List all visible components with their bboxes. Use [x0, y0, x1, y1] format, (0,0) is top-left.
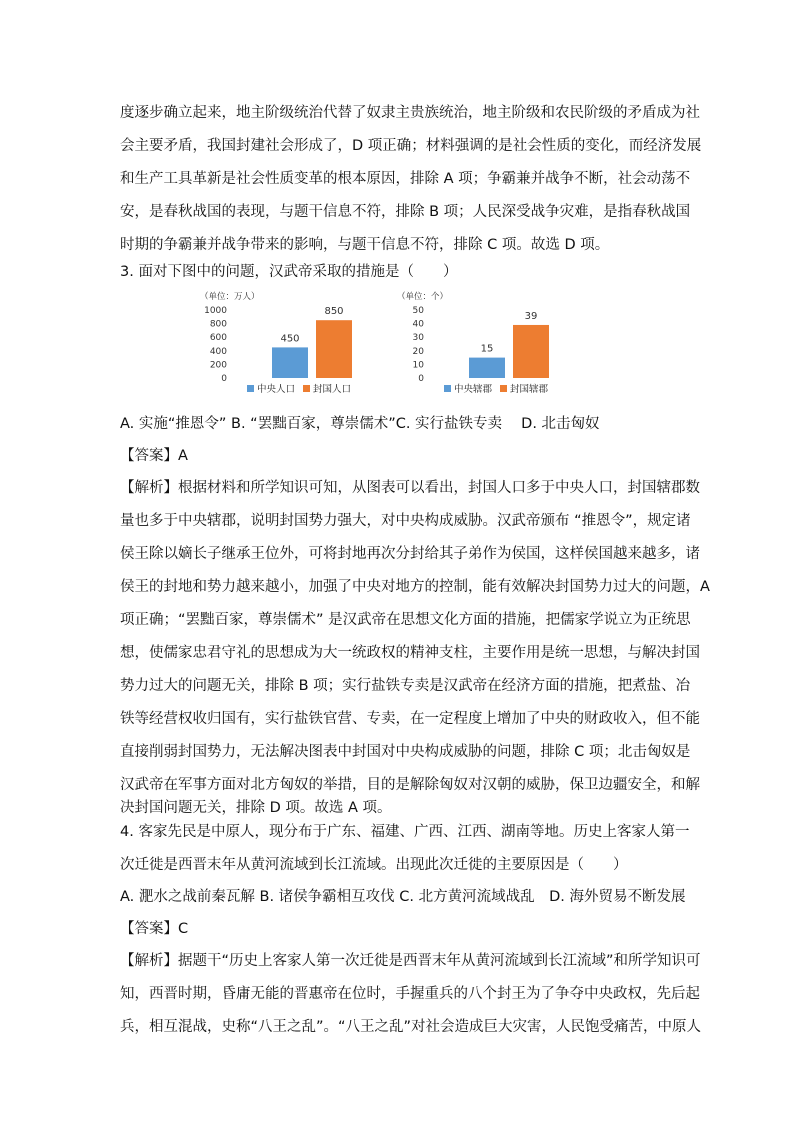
y-tick-label: 30 — [412, 333, 424, 344]
bar-中央人口 — [272, 347, 308, 378]
analysis-line: 势力过大的问题无关，排除 B 项；实行盐铁专卖是汉武帝在经济方面的措施，把煮盐、冶 — [120, 678, 691, 694]
analysis-line: 铁等经营权收归国有，实行盐铁官营、专卖，在一定程度上增加了中央的财政收入，但不能 — [120, 711, 700, 727]
y-tick-label: 0 — [221, 374, 227, 384]
data-label: 15 — [480, 343, 494, 355]
y-tick-label: 10 — [412, 360, 424, 371]
y-tick-label: 1000 — [204, 306, 227, 316]
population-chart-svg — [195, 290, 385, 405]
y-tick-label: 800 — [209, 319, 227, 330]
prefecture-chart-svg — [392, 290, 582, 405]
legend-swatch — [500, 385, 507, 392]
unit-label: （单位：万人） — [200, 292, 260, 302]
y-tick-label: 40 — [412, 319, 424, 330]
y-tick-label: 200 — [209, 360, 227, 371]
question-3-stem: 3. 面对下图中的问题，汉武帝采取的措施是（ ） — [120, 264, 458, 280]
analysis-line: 【解析】据题干“历史上客家人第一次迁徙是西晋末年从黄河流域到长江流域”和所学知识可 — [120, 953, 701, 969]
paragraph-line: 会主要矛盾，我国封建社会形成了，D 项正确；材料强调的是社会性质的变化，而经济发展 — [120, 138, 702, 154]
question-4-answer: 【答案】C — [120, 921, 189, 937]
analysis-line: 量也多于中央辖郡，说明封国势力强大，对中央构成威胁。汉武帝颁布 “推恩令”，规定诸 — [120, 513, 691, 529]
analysis-line: 知，西晋时期，昏庸无能的晋惠帝在位时，手握重兵的八个封王为了争夺中央政权，先后起 — [120, 986, 700, 1002]
y-tick-label: 50 — [412, 306, 424, 316]
legend-label: 封国辖郡 — [510, 384, 549, 395]
data-label: 39 — [524, 310, 538, 322]
analysis-line: 汉武帝在军事方面对北方匈奴的举措，目的是解除匈奴对汉朝的威胁，保卫边疆安全，和解 — [120, 777, 700, 793]
unit-label: （单位：个） — [397, 292, 449, 302]
y-tick-label: 400 — [209, 346, 227, 357]
analysis-line: 【解析】根据材料和所学知识可知，从图表可以看出，封国人口多于中央人口，封国辖郡数 — [120, 480, 700, 496]
question-4-stem: 4. 客家先民是中原人，现分布于广东、福建、广西、江西、湖南等地。历史上客家人第一 — [120, 824, 690, 840]
y-tick-label: 0 — [418, 374, 424, 384]
prefecture-chart — [392, 290, 582, 409]
bar-封国人口 — [316, 320, 352, 378]
bar-封国辖郡 — [513, 325, 549, 378]
legend-label: 中央辖郡 — [454, 384, 493, 395]
bar-中央辖郡 — [469, 358, 505, 378]
paragraph-line: 度逐步确立起来，地主阶级统治代替了奴隶主贵族统治，地主阶级和农民阶级的矛盾成为社 — [120, 105, 700, 121]
question-4-stem: 次迁徙是西晋末年从黄河流域到长江流域。出现此次迁徙的主要原因是（ ） — [120, 857, 628, 873]
paragraph-line: 安，是春秋战国的表现，与题干信息不符，排除 B 项；人民深受战争灾难，是指春秋战国 — [120, 204, 691, 220]
y-tick-label: 20 — [412, 346, 424, 357]
population-chart — [195, 290, 385, 409]
analysis-line: 侯王的封地和势力越来越小，加强了中央对地方的控制，能有效解决封国势力过大的问题，A — [120, 579, 710, 595]
analysis-line: 项正确；“罢黜百家，尊崇儒术” 是汉武帝在思想文化方面的措施，把儒家学说立为正统思 — [120, 612, 691, 628]
legend-label: 中央人口 — [257, 384, 296, 395]
analysis-line: 侯王除以嫡长子继承王位外，可将封地再次分封给其子弟作为侯国，这样侯国越来越多，诸 — [120, 546, 700, 562]
question-4-options: A. 淝水之战前秦瓦解 B. 诸侯争霸相互攻伐 C. 北方黄河流域战乱 D. 海外贸易不断发展 — [120, 889, 686, 905]
analysis-line: 想，使儒家忠君守礼的思想成为大一统政权的精神支柱，主要作用是统一思想，与解决封国 — [120, 645, 700, 661]
legend-swatch — [444, 385, 451, 392]
data-label: 850 — [324, 306, 344, 318]
analysis-line: 决封国问题无关，排除 D 项。故选 A 项。 — [120, 800, 392, 816]
question-3-options: A. 实施“推恩令” B. “罢黜百家，尊崇儒术”C. 实行盐铁专卖 D. 北击匈奴 — [120, 416, 600, 432]
y-tick-label: 600 — [209, 333, 227, 344]
legend-label: 封国人口 — [313, 384, 352, 395]
legend-swatch — [303, 385, 310, 392]
analysis-line: 兵，相互混战，史称“八王之乱”。“八王之乱”对社会造成巨大灾害，人民饱受痛苦，中原人 — [120, 1019, 702, 1035]
data-label: 450 — [280, 333, 300, 345]
paragraph-line: 和生产工具革新是社会性质变革的根本原因，排除 A 项；争霸兼并战争不断，社会动荡不 — [120, 171, 691, 187]
legend-swatch — [247, 385, 254, 392]
paragraph-line: 时期的争霸兼并战争带来的影响，与题干信息不符，排除 C 项。故选 D 项。 — [120, 237, 610, 253]
question-3-answer: 【答案】A — [120, 448, 188, 464]
analysis-line: 直接削弱封国势力，无法解决图表中封国对中央构成威胁的问题，排除 C 项；北击匈奴是 — [120, 744, 691, 760]
